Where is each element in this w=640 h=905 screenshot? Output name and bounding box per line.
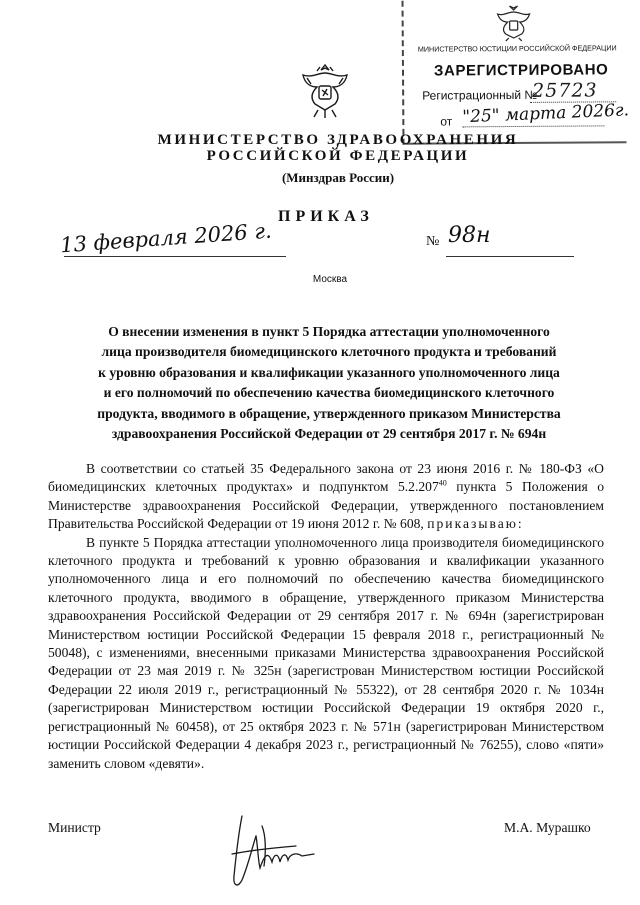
preamble-text: В соответствии со статьей 35 Федерального закона от 23 июня 2016 г. № 180-ФЗ «О биомедицинских клеточных продуктах» и подпунктом 5.2.207	[48, 461, 604, 495]
order-number-rule	[446, 256, 574, 257]
signer-title: Министр	[48, 820, 101, 835]
eagle-emblem-small-icon	[492, 4, 536, 42]
number-sign: №	[426, 234, 440, 249]
title-line: здравоохранения Российской Федерации от 29 сентября 2017 г. № 694н	[111, 426, 547, 442]
order-date-handwritten: 13 февраля 2026 г.	[59, 218, 273, 258]
stamp-ministry-name: МИНИСТЕРСТВО ЮСТИЦИИ РОССИЙСКОЙ ФЕДЕРАЦИИ	[417, 43, 617, 54]
ministry-short-name: (Минздрав России)	[281, 170, 395, 185]
title-line: продукта, вводимого в обращение, утвержденного приказом Министерства	[97, 405, 561, 421]
city: Москва	[312, 274, 348, 285]
title-line: и его полномочий по обеспечению качества биомедицинского клеточного	[103, 385, 555, 401]
stamp-from-label: от	[440, 114, 453, 129]
stamp-reg-number: 25723	[532, 79, 598, 102]
order-date-rule	[64, 256, 286, 257]
document-type: ПРИКАЗ	[278, 208, 374, 225]
stamp-reg-date: "25" марта 2026г.	[461, 100, 630, 128]
stamp-reg-label: Регистрационный №	[422, 87, 538, 103]
order-title	[54, 322, 604, 444]
signer-name: М.А. Мурашко	[504, 820, 591, 835]
stamp-title: ЗАРЕГИСТРИРОВАНО	[433, 61, 609, 80]
order-body	[48, 460, 604, 773]
footnote-superscript: 40	[438, 478, 447, 488]
ministry-name-line1: МИНИСТЕРСТВО ЗДРАВООХРАНЕНИЯ	[157, 132, 519, 148]
title-line: лица производителя биомедицинского клеточного продукта и требований	[101, 344, 557, 360]
registration-stamp	[402, 0, 630, 145]
ministry-name-line2: РОССИЙСКОЙ ФЕДЕРАЦИИ	[206, 148, 470, 164]
title-line: О внесении изменения в пункт 5 Порядка аттестации уполномоченного	[108, 324, 550, 339]
preamble-text-cont: пункта 5 Положения о Министерстве здравоохранения Российской Федерации, утвержденного постановлением Правительства Российской Федерации от 19 июня 2012 г. № 608,	[48, 479, 604, 532]
stamp-date-rule	[462, 125, 604, 127]
title-line: к уровню образования и квалификации указанного уполномоченного лица	[98, 364, 560, 380]
body-paragraph-main: В пункте 5 Порядка аттестации уполномоченного лица производителя биомедицинского клеточного продукта и требований к уровню образования и квалификации указанного уполномоченного лица и его полномочий по обеспечению качества биомедицинского клеточного продукта, вводимого в обращение, утвержденного приказом Министерства здравоохранения Российской Федерации от 29 сентября 2017 г. № 694н (зарегистрирован Министерством юстиции Российской Федерации 15 февраля 2018 г., регистрационный № 50048), с изменениями, внесенными приказами Министерства здравоохранения Российской Федерации от 23 мая 2019 г. № 325н (зарегистрован Министерством юстиции Российской Федерации 22 июля 2019 г., регистрационный № 55322), от 28 сентября 2020 г. № 1034н (зарегистрирован Министерством юстиции Российской Федерации 19 октября 2020 г., регистрационный № 60458), от 25 октября 2023 г. № 571н (зарегистрирован Министерством юстиции Российской Федерации 4 декабря 2023 г., регистрационный № 76255), слово «пяти» заменить словом «девяти».	[48, 534, 604, 771]
order-number-handwritten: 98н	[448, 223, 491, 248]
order-verb: приказываю:	[427, 516, 524, 532]
coat-of-arms-icon	[298, 62, 352, 120]
signature-image	[212, 796, 332, 896]
body-paragraph-preamble	[48, 460, 604, 534]
